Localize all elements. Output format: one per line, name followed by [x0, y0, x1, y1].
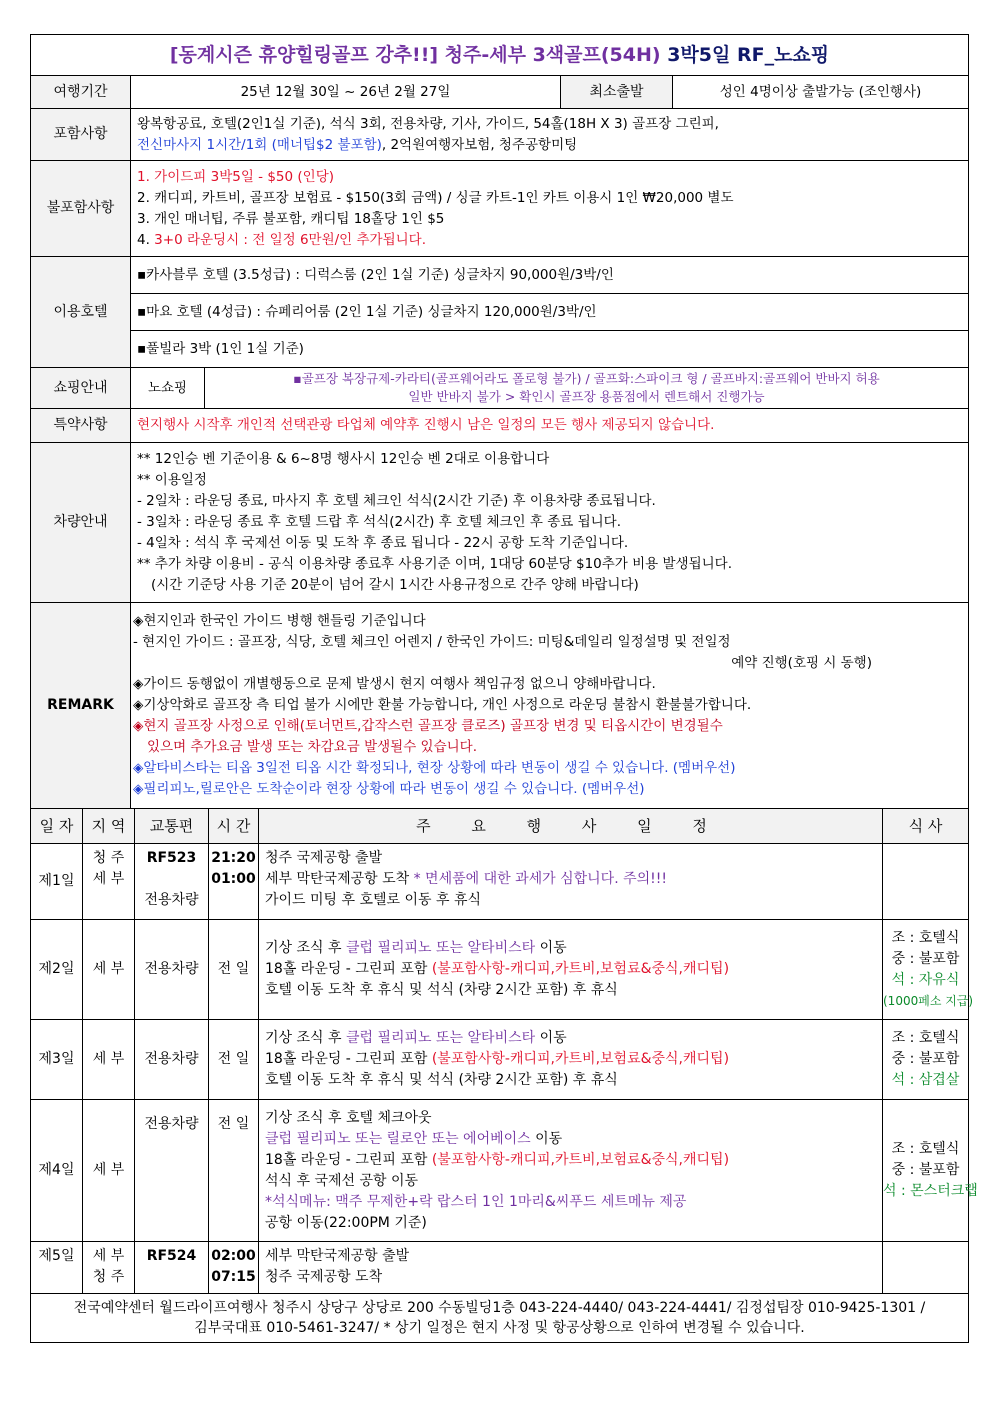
day2-golf-club: 클럽 필리피노 또는 알타비스타 [345, 940, 536, 956]
day3-golf-club: 클럽 필리피노 또는 알타비스타 [345, 1030, 536, 1046]
info-table [30, 34, 969, 257]
day4-plan-4: 석식 후 국제선 공항 이동 [265, 1172, 419, 1189]
day3-lunch: 중 : 불포함 [891, 1051, 960, 1067]
excluded-label: 불포함사항 [31, 161, 131, 257]
header-transport: 교통편 [135, 809, 209, 844]
day4-plan-3a: 18홀 라운딩 - 그린피 포함 [265, 1151, 432, 1168]
day4-plan-6: 공항 이동(22:00PM 기준) [265, 1214, 427, 1231]
day1-time [209, 844, 259, 920]
day4-dinner: 석 : 몬스터크랩 [883, 1183, 978, 1199]
vehicle-content [131, 443, 969, 603]
dress-code-note [205, 368, 969, 409]
remark-content [131, 603, 969, 809]
day2-plan-2a: 18홀 라운딩 - 그린피 포함 [265, 961, 432, 977]
excluded-item-3: 3. 개인 매너팁, 주류 불포함, 캐디팁 18홀당 1인 $5 [137, 210, 445, 227]
vehicle-label: 차량안내 [31, 443, 131, 603]
remark-line-3: 예약 진행(호핑 시 동행) [731, 655, 872, 671]
day3-excluded-note: (불포함사항-캐디피,카트비,보험료&중식,캐디팁) [431, 1051, 730, 1067]
day1-region-from: 청 주 [92, 850, 125, 866]
remark-line-6: ◈현지 골프장 사정으로 인해(토너먼트,갑작스런 골프장 클로즈) 골프장 변경 및 티옵시간이 변경될수 [133, 718, 723, 734]
day5-time [209, 1242, 259, 1294]
footer-contact [31, 1294, 969, 1343]
day4-vehicle: 전용차량 [135, 1100, 209, 1242]
remark-line-4: ◈가이드 동행없이 개별행동으로 문제 발생시 현지 여행사 책임규정 없으니 양해바랍니다. [133, 676, 656, 692]
vehicle-line-2: ** 이용일정 [137, 472, 207, 488]
day3-plan-3: 호텔 이동 도착 후 휴식 및 석식 (차량 2시간 포함) 후 휴식 [265, 1072, 618, 1088]
day1-transport [135, 844, 209, 920]
day3-region: 세 부 [83, 1020, 135, 1100]
day2-meal [883, 920, 974, 1020]
day2-breakfast: 조 : 호텔식 [891, 929, 960, 946]
special-value: 현지행사 시작후 개인적 선택관광 타업체 예약후 진행시 남은 일정의 모든 행사 제공되지 않습니다. [131, 409, 969, 443]
duty-free-warning: * 면세품에 대한 과세가 심합니다. 주의!!! [413, 871, 667, 887]
remark-line-8: ◈알타비스타는 티옵 3일전 티옵 시간 확정되나, 현장 상황에 따라 변동이 생길 수 있습니다. (멤버우선) [133, 760, 736, 776]
day4-label: 제4일 [31, 1100, 83, 1242]
day5-plan [259, 1242, 883, 1294]
vehicle-line-5: - 4일차 : 석식 후 국제선 이동 및 도착 후 종료 됩니다 - 22시 공항 도착 기준입니다. [137, 535, 629, 551]
day1-plan-2: 세부 막탄국제공항 도착 [265, 871, 414, 887]
day1-label: 제1일 [31, 844, 83, 920]
hotels-label: 이용호텔 [31, 257, 131, 368]
special-table [30, 408, 969, 443]
included-line-1: 왕복항공료, 호텔(2인1실 기준), 석식 3회, 전용차량, 기사, 가이드, 54홀(18H X 3) 골프장 그린피, [137, 115, 719, 132]
day4-excluded-note: (불포함사항-캐디피,카트비,보험료&중식,캐디팁) [431, 1151, 730, 1168]
day2-plan-1a: 기상 조식 후 [265, 940, 346, 956]
day3-plan-1c: 이동 [535, 1030, 567, 1046]
massage-note: 전신마사지 1시간/1회 (매너팁$2 불포함) [137, 136, 382, 153]
day5-region [83, 1242, 135, 1294]
day2-lunch: 중 : 불포함 [891, 950, 960, 967]
page-title [31, 35, 969, 76]
shopping-table [30, 367, 969, 409]
excluded-item-4: 3+0 라운딩시 : 전 일정 6만원/인 추가됩니다. [154, 231, 427, 248]
day2-plan-1c: 이동 [535, 940, 567, 956]
day5-plan-1: 세부 막탄국제공항 출발 [265, 1248, 410, 1264]
day2-dinner-note: (1000페소 지급) [883, 993, 974, 1008]
header-region: 지 역 [83, 809, 135, 844]
remark-line-9: ◈필리피노,릴로안은 도착순이라 현장 상황에 따라 변동이 생길 수 있습니다. (멤버우선) [133, 781, 645, 797]
day5-label: 제5일 [31, 1242, 83, 1294]
header-meal: 식 사 [883, 809, 969, 844]
vehicle-line-6: ** 추가 차량 이용비 - 공식 이용차량 종료후 사용기준 이며, 1대당 60분당 $10추가 비용 발생됩니다. [137, 556, 733, 572]
day5-plan-2: 청주 국제공항 도착 [265, 1269, 383, 1285]
day4-meal [883, 1100, 978, 1242]
day3-time: 전 일 [209, 1020, 259, 1100]
day1-plan-1: 청주 국제공항 출발 [265, 850, 383, 866]
day4-region: 세 부 [83, 1100, 135, 1242]
vehicle-table [30, 442, 969, 603]
shopping-label: 쇼핑안내 [31, 368, 131, 409]
day3-vehicle: 전용차량 [135, 1020, 209, 1100]
footer-line-2: 김부국대표 010-5461-3247/ * 상기 일정은 현지 사정 및 항공상황으로 인하여 변경될 수 있습니다. [194, 1320, 805, 1336]
min-departure-label: 최소출발 [561, 76, 673, 109]
day5-meal [883, 1242, 969, 1294]
shopping-value: 노쇼핑 [131, 368, 205, 409]
day3-dinner: 석 : 삼겹살 [891, 1072, 960, 1088]
day4-plan-1: 기상 조식 후 호텔 체크아웃 [265, 1109, 432, 1126]
remark-line-7: 있으며 추가요금 발생 또는 차감요금 발생될수 있습니다. [147, 739, 477, 755]
day1-flight: RF523 [146, 850, 197, 866]
day1-time-1: 21:20 [211, 850, 256, 866]
day1-region-to: 세 부 [92, 871, 125, 887]
title-sub: 3박5일 RF_노쇼핑 [667, 43, 830, 66]
vehicle-line-4: - 3일차 : 라운딩 종료 후 호텔 드랍 후 석식(2시간) 후 호텔 체크인 후 종료 됩니다. [137, 514, 621, 530]
special-label: 특약사항 [31, 409, 131, 443]
day2-time: 전 일 [209, 920, 259, 1020]
day5-time-2: 07:15 [211, 1269, 256, 1285]
vehicle-line-1: ** 12인승 벤 기준이용 & 6~8명 행사시 12인승 벤 2대로 이용합니다 [137, 451, 550, 467]
footer-line-1: 전국예약센터 월드라이프여행사 청주시 상당구 상당로 200 수동빌딩1층 043-224-4440/ 043-224-4441/ 김정섭팀장 010-9425-1301 / [73, 1300, 926, 1316]
day1-time-2: 01:00 [211, 871, 256, 887]
period-label: 여행기간 [31, 76, 131, 109]
hotel-item-3: ▪풀빌라 3박 (1인 1실 기준) [131, 331, 969, 368]
itinerary-document [30, 34, 978, 1343]
day4-time: 전 일 [209, 1100, 259, 1242]
schedule-table [30, 808, 978, 1343]
period-value: 25년 12월 30일 ~ 26년 2월 27일 [131, 76, 561, 109]
day2-label: 제2일 [31, 920, 83, 1020]
day2-dinner: 석 : 자유식 [891, 971, 960, 988]
excluded-item-2: 2. 캐디피, 카트비, 골프장 보험료 - $150(3회 금액) / 싱글 카트-1인 카트 이용시 1인 ₩20,000 별도 [137, 189, 734, 206]
header-time: 시 간 [209, 809, 259, 844]
included-content [131, 109, 969, 161]
hotel-item-2: ▪마요 호텔 (4성급) : 슈페리어룸 (2인 1실 기준) 싱글차지 120,000원/3박/인 [131, 294, 969, 331]
day5-region-from: 세 부 [92, 1248, 125, 1264]
day2-plan [259, 920, 883, 1020]
excluded-num-4: 4. [137, 231, 155, 248]
vehicle-line-3: - 2일차 : 라운딩 종료, 마사지 후 호텔 체크인 석식(2시간 기준) 후 이용차량 종료됩니다. [137, 493, 656, 509]
day4-breakfast: 조 : 호텔식 [891, 1141, 960, 1157]
included-line-2: , 2억원여행자보험, 청주공항미팅 [381, 136, 578, 153]
day2-region: 세 부 [83, 920, 135, 1020]
day3-plan-2a: 18홀 라운딩 - 그린피 포함 [265, 1051, 432, 1067]
dress-code-line-1: ▪골프장 복장규제-카라티(골프웨어라도 폴로형 불가) / 골프화:스파이크 형 / 골프바지:골프웨어 반바지 허용 [293, 371, 880, 386]
hotel-item-1: ▪카사블루 호텔 (3.5성급) : 디럭스룸 (2인 1실 기준) 싱글차지 90,000원/3박/인 [131, 257, 969, 294]
day5-time-1: 02:00 [211, 1248, 256, 1264]
excluded-content [131, 161, 969, 257]
day1-plan [259, 844, 883, 920]
day2-vehicle: 전용차량 [135, 920, 209, 1020]
day5-region-to: 청 주 [92, 1269, 125, 1285]
day1-region [83, 844, 135, 920]
included-label: 포함사항 [31, 109, 131, 161]
title-main: [동계시즌 휴양힐링골프 강추!!] 청주-세부 3색골프(54H) [169, 43, 661, 66]
day1-vehicle: 전용차량 [144, 892, 199, 908]
day1-meal [883, 844, 969, 920]
day4-plan [259, 1100, 883, 1242]
min-departure-value: 성인 4명이상 출발가능 (조인행사) [673, 76, 969, 109]
day4-lunch: 중 : 불포함 [891, 1162, 960, 1178]
excluded-item-1: 가이드피 3박5일 - $50 (인당) [154, 168, 335, 185]
day3-meal [883, 1020, 969, 1100]
day4-golf-club: 클럽 필리피노 또는 릴로안 또는 에어베이스 [265, 1130, 531, 1147]
dress-code-line-2: 일반 반바지 불가 > 확인시 골프장 용품점에서 렌트해서 진행가능 [408, 389, 765, 404]
hotels-table [30, 256, 969, 368]
day3-breakfast: 조 : 호텔식 [891, 1030, 960, 1046]
remark-line-2: - 현지인 가이드 : 골프장, 식당, 호텔 체크인 어렌지 / 한국인 가이드: 미팅&데일리 일정설명 및 전일정 [133, 634, 731, 650]
day4-dinner-menu: *석식메뉴: 맥주 무제한+락 랍스터 1인 1마리&씨푸드 세트메뉴 제공 [265, 1193, 687, 1210]
day1-plan-3: 가이드 미팅 후 호텔로 이동 후 휴식 [265, 892, 482, 908]
remark-label: REMARK [31, 603, 131, 809]
day3-label: 제3일 [31, 1020, 83, 1100]
remark-line-1: ◈현지인과 한국인 가이드 병행 핸들링 기준입니다 [133, 613, 426, 629]
header-plan: 주 요 행 사 일 정 [259, 809, 883, 844]
day2-excluded-note: (불포함사항-캐디피,카트비,보험료&중식,캐디팁) [431, 961, 730, 977]
day4-plan-2b: 이동 [530, 1130, 563, 1147]
remark-table [30, 602, 969, 809]
day3-plan-1a: 기상 조식 후 [265, 1030, 346, 1046]
header-day: 일 자 [31, 809, 83, 844]
day2-plan-3: 호텔 이동 도착 후 휴식 및 석식 (차량 2시간 포함) 후 휴식 [265, 982, 618, 998]
day3-plan [259, 1020, 883, 1100]
day5-flight: RF524 [135, 1242, 209, 1294]
vehicle-line-7: (시간 기준당 사용 기준 20분이 넘어 갈시 1시간 사용규정으로 간주 양해 바랍니다) [151, 577, 639, 593]
excluded-num-1: 1. [137, 168, 155, 185]
remark-line-5: ◈기상악화로 골프장 측 티업 불가 시에만 환불 가능합니다, 개인 사정으로 라운딩 불참시 환불불가합니다. [133, 697, 752, 713]
